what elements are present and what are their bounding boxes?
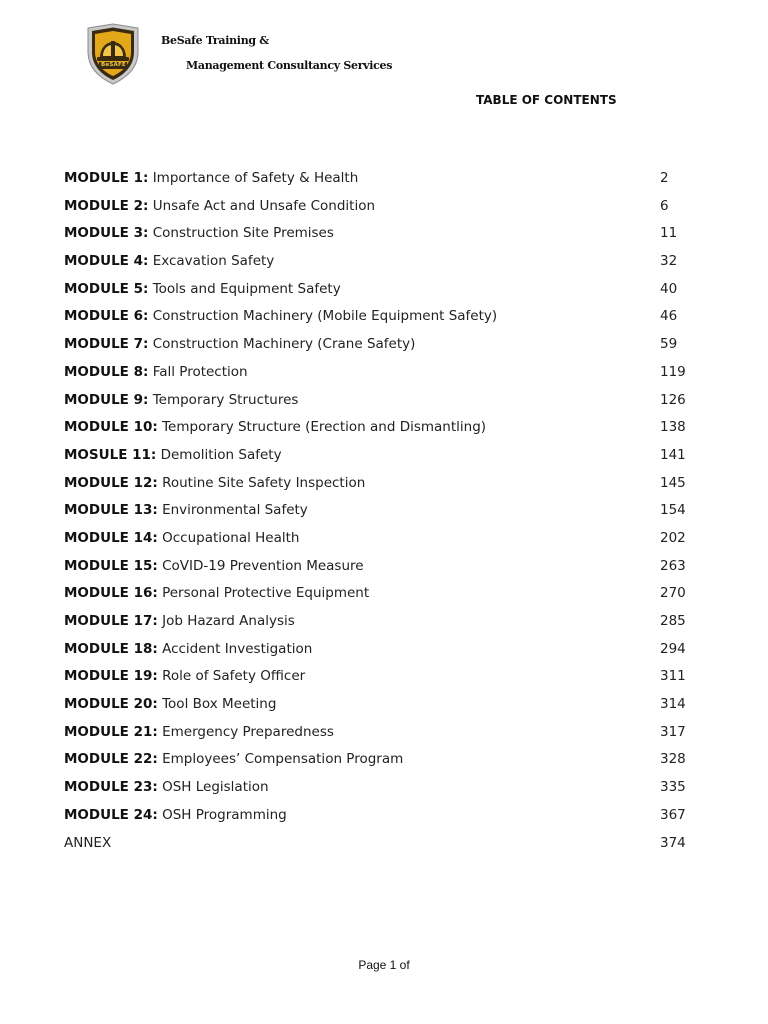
toc-entry-title: Employees’ Compensation Program [162, 751, 404, 768]
page-footer: Page 1 of [358, 958, 410, 972]
hardhat-shield-icon [84, 22, 142, 86]
logo-text: BeSAFE [101, 62, 126, 68]
toc-entry[interactable] [64, 392, 704, 420]
toc-entry[interactable] [64, 668, 704, 696]
toc-entry-label: MODULE 1: [64, 170, 149, 186]
toc-entry-page-number: 141 [660, 446, 686, 463]
toc-entry-page-number: 6 [660, 197, 669, 214]
toc-entry-title: Temporary Structure (Erection and Dismantling) [162, 419, 487, 436]
toc-entry-page-number: 154 [660, 502, 686, 519]
toc-entry[interactable] [64, 447, 704, 475]
toc-entry-label: MOSULE 11: [64, 446, 157, 463]
toc-entry-title: Demolition Safety [160, 446, 282, 463]
company-name-line1: BeSafe Training & [161, 34, 269, 47]
toc-entry-title: Occupational Health [162, 529, 300, 546]
toc-entry-page-number: 11 [660, 225, 678, 242]
toc-entry-title: Fall Protection [152, 363, 248, 380]
toc-entry[interactable] [64, 198, 704, 226]
toc-entry-title: Environmental Safety [162, 502, 308, 519]
toc-entry-page-number: 317 [660, 723, 686, 740]
toc-entry-label: MODULE 6: [64, 308, 149, 325]
toc-entry-page-number: 263 [660, 557, 686, 574]
toc-entry-label: MODULE 16: [64, 585, 158, 602]
toc-entry[interactable] [64, 308, 704, 336]
toc-entry-title: ANNEX [64, 834, 112, 851]
toc-entry-label: MODULE 20: [64, 696, 158, 713]
toc-entry-title: Accident Investigation [162, 640, 313, 657]
toc-entry-label: MODULE 17: [64, 613, 158, 629]
toc-entry-page-number: 202 [660, 529, 686, 546]
toc-entry-label: MODULE 12: [64, 474, 158, 491]
toc-entry-page-number: 311 [660, 668, 686, 685]
toc-entry-title: Personal Protective Equipment [162, 585, 370, 602]
toc-entry[interactable] [64, 502, 704, 530]
toc-entry-page-number: 2 [660, 170, 669, 186]
toc-entry[interactable] [64, 253, 704, 281]
toc-entry-title: Routine Site Safety Inspection [162, 474, 366, 491]
toc-entry-page-number: 294 [660, 640, 686, 657]
toc-entry[interactable] [64, 419, 704, 447]
toc-entry-title: Temporary Structures [152, 391, 299, 408]
toc-entry-label: MODULE 21: [64, 723, 158, 740]
toc-entry-label: MODULE 10: [64, 419, 158, 436]
toc-entry-page-number: 367 [660, 806, 686, 823]
toc-entry-page-number: 314 [660, 696, 686, 713]
toc-entry[interactable] [64, 225, 704, 253]
toc-entry-title: Excavation Safety [152, 253, 275, 270]
toc-entry-page-number: 126 [660, 391, 686, 408]
toc-entry-page-number: 145 [660, 474, 686, 491]
toc-entry-label: MODULE 24: [64, 806, 158, 823]
toc-entry[interactable] [64, 641, 704, 669]
toc-entry[interactable] [64, 281, 704, 309]
toc-entry-label: MODULE 9: [64, 391, 149, 408]
toc-entry-label: MODULE 19: [64, 668, 158, 685]
toc-entry[interactable] [64, 336, 704, 364]
toc-entry[interactable] [64, 558, 704, 586]
toc-entry-title: Construction Machinery (Crane Safety) [152, 336, 416, 353]
toc-entry[interactable] [64, 364, 704, 392]
toc-entry-label: MODULE 18: [64, 640, 158, 657]
toc-entry-title: Job Hazard Analysis [162, 613, 295, 629]
toc-entry-title: Tools and Equipment Safety [152, 280, 341, 297]
toc-entry[interactable] [64, 170, 704, 198]
toc-entry-label: MODULE 13: [64, 502, 158, 519]
toc-entry-title: CoVID-19 Prevention Measure [162, 557, 364, 574]
company-logo [84, 22, 142, 86]
toc-entry-page-number: 32 [660, 253, 678, 270]
toc-entry-label: MODULE 14: [64, 529, 158, 546]
toc-entry-label: MODULE 4: [64, 253, 149, 270]
toc-entry-label: MODULE 5: [64, 280, 149, 297]
toc-entry-page-number: 46 [660, 308, 678, 325]
toc-entry[interactable] [64, 530, 704, 558]
toc-entry-page-number: 59 [660, 336, 678, 353]
toc-entry-page-number: 119 [660, 363, 686, 380]
toc-entry[interactable] [64, 724, 704, 752]
page-title: TABLE OF CONTENTS [476, 93, 617, 107]
toc-entry-page-number: 285 [660, 613, 686, 629]
toc-entry-title: Role of Safety Officer [162, 668, 306, 685]
toc-entry-page-number: 374 [660, 834, 686, 851]
toc-entry[interactable] [64, 475, 704, 503]
toc-entry[interactable] [64, 585, 704, 613]
toc-entry-title: OSH Legislation [162, 779, 269, 796]
toc-entry-label: MODULE 3: [64, 225, 149, 242]
toc-entry-title: Tool Box Meeting [162, 696, 277, 713]
toc-entry-title: Importance of Safety & Health [152, 170, 359, 186]
toc-entry-title: Unsafe Act and Unsafe Condition [152, 197, 376, 214]
toc-entry-page-number: 335 [660, 779, 686, 796]
company-name-line2: Management Consultancy Services [186, 59, 393, 72]
toc-entry-page-number: 138 [660, 419, 686, 436]
toc-entry-title: Construction Machinery (Mobile Equipment Safety) [152, 308, 498, 325]
toc-entry[interactable] [64, 779, 704, 807]
toc-entry-title: OSH Programming [162, 806, 287, 823]
toc-entry[interactable] [64, 835, 704, 863]
toc-entry[interactable] [64, 696, 704, 724]
table-of-contents [64, 170, 704, 862]
toc-entry-page-number: 40 [660, 280, 678, 297]
toc-entry[interactable] [64, 613, 704, 641]
toc-entry-page-number: 270 [660, 585, 686, 602]
toc-entry-label: MODULE 22: [64, 751, 158, 768]
toc-entry-label: MODULE 23: [64, 779, 158, 796]
toc-entry-page-number: 328 [660, 751, 686, 768]
toc-entry-label: MODULE 7: [64, 336, 149, 353]
toc-entry-title: Construction Site Premises [152, 225, 334, 242]
toc-entry[interactable] [64, 751, 704, 779]
toc-entry-label: MODULE 2: [64, 197, 149, 214]
toc-entry-label: MODULE 8: [64, 363, 149, 380]
toc-entry-label: MODULE 15: [64, 557, 158, 574]
toc-entry-title: Emergency Preparedness [162, 723, 334, 740]
toc-entry[interactable] [64, 807, 704, 835]
